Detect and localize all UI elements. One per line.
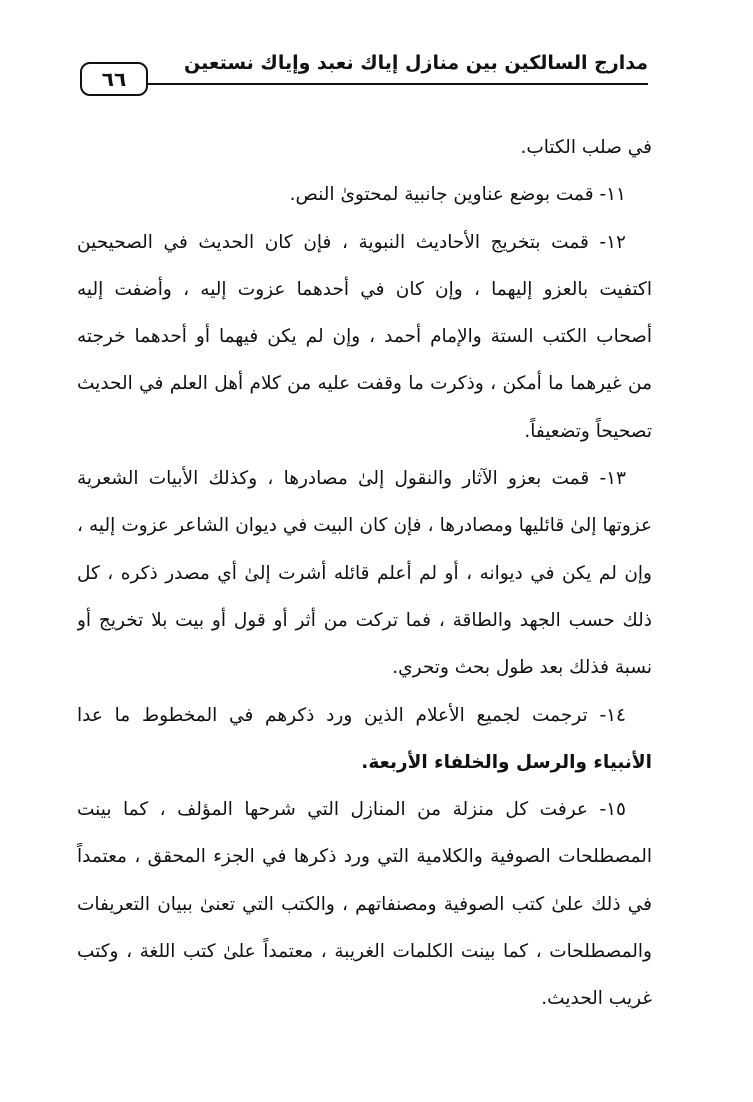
- page-header: [80, 44, 648, 91]
- page-number: ٦٦: [80, 62, 148, 96]
- text-line: في ذلك علىٰ كتب الصوفية ومصنفاتهم ، والكتب التي تعنىٰ ببيان التعريفات: [77, 893, 652, 915]
- running-title: مدارج السالكين بين منازل إياك نعبد وإياك نستعين: [184, 52, 648, 74]
- text-line: نسبة فذلك بعد طول بحث وتحري.: [392, 657, 652, 679]
- text-line: اكتفيت بالعزو إليهما ، وإن كان في أحدهما عزوت إليه ، وأضفت إليه: [77, 278, 652, 300]
- header-rule: [142, 83, 648, 85]
- text-line: الأنبياء والرسل والخلفاء الأربعة.: [361, 751, 652, 773]
- text-line: ١١- قمت بوضع عناوين جانبية لمحتوىٰ النص.: [289, 184, 626, 206]
- text-line: عزوتها إلىٰ قائليها ومصادرها ، فإن كان البيت في ديوان الشاعر عزوت إليه ،: [77, 515, 652, 537]
- text-line: وإن لم يكن في ديوانه ، أو لم أعلم قائله أشرت إلىٰ أي مصدر ذكره ، كل: [77, 562, 652, 584]
- text-line: ١٢- قمت بتخريج الأحاديث النبوية ، فإن كان الحديث في الصحيحين: [77, 231, 626, 253]
- text-line: والمصطلحات ، كما بينت الكلمات الغريبة ، معتمداً علىٰ كتب اللغة ، وكتب: [77, 941, 652, 963]
- page-body: [77, 124, 652, 1023]
- text-line: ١٣- قمت بعزو الآثار والنقول إلىٰ مصادرها ، وكذلك الأبيات الشعرية: [77, 468, 626, 490]
- text-line: غريب الحديث.: [541, 988, 652, 1010]
- text-line: من غيرهما ما أمكن ، وذكرت ما وقفت عليه من كلام أهل العلم في الحديث: [77, 373, 652, 395]
- text-line: في صلب الكتاب.: [520, 137, 652, 158]
- text-line: تصحيحاً وتضعيفاً.: [524, 420, 652, 442]
- text-line: أصحاب الكتب الستة والإمام أحمد ، وإن لم يكن فيهما أو أحدهما خرجته: [77, 326, 652, 348]
- text-line: ذلك حسب الجهد والطاقة ، فما تركت من أثر أو قول أو بيت بلا تخريج أو: [77, 609, 652, 631]
- text-line: ١٥- عرفت كل منزلة من المنازل التي شرحها المؤلف ، كما بينت: [77, 799, 626, 821]
- text-line: المصطلحات الصوفية والكلامية التي ورد ذكرها في الجزء المحقق ، معتمداً: [77, 846, 652, 868]
- text-line: ١٤- ترجمت لجميع الأعلام الذين ورد ذكرهم في المخطوط ما عدا: [77, 704, 626, 726]
